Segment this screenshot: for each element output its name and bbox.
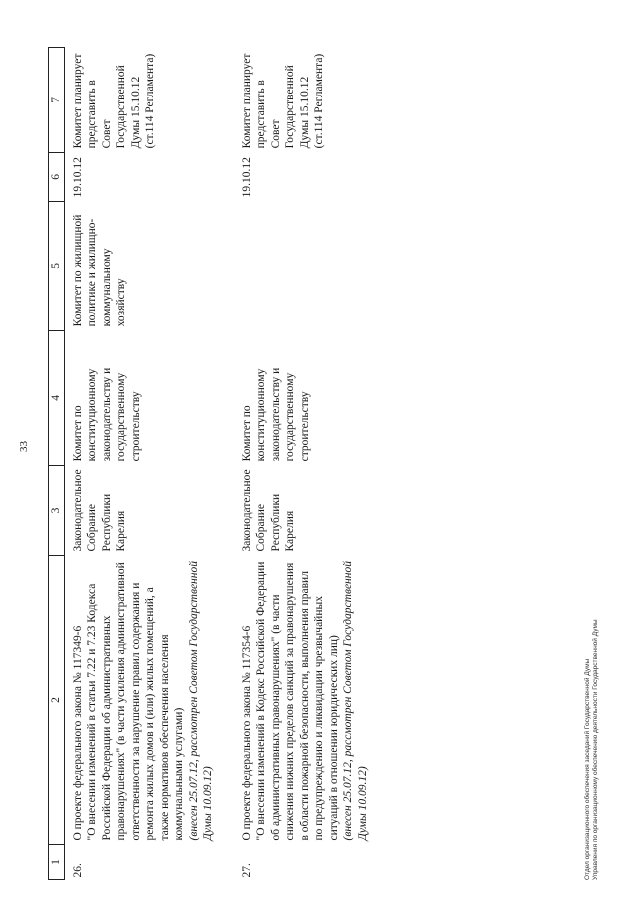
footer-line-1: Отдел организационного обеспечения заседаний Государственной Думы — [584, 658, 591, 880]
deadline-date: 19.10.12 — [240, 157, 253, 198]
row-number: 27. — [240, 863, 253, 878]
bill-title-body: "О внесении изменений в статьи 7.22 и 7.23 Кодекса Российской Федерации об административных правонарушениях" (в части усиления административной ответственности за нарушение правил содержания и ремонта жилых домов и (или) жилых помещений, а также нормативов обеспечения населения коммунальными услугами) — [86, 562, 185, 841]
bill-note: (внесен 25.07.12, рассмотрен Советом Государственной Думы 10.09.12) — [187, 561, 214, 841]
initiator: Законодательное Собрание Республики Карелия — [240, 469, 296, 552]
row-number: 26. — [71, 863, 84, 878]
bill-title-body: "О внесении изменений в Кодекс Российской Федерации об административных правонарушениях" (в части снижения нижних пределов санкций за правонарушения в области пожарной безопасности, выполнения правил по предупреждению и ликвидации чрезвычайных ситуаций в отношении юридических лиц) — [255, 561, 340, 841]
responsible-committee: Комитет по конституционному законодательству и государственному строительству — [71, 367, 142, 462]
bill-title-line: О проекте федерального закона № 117349-6 — [71, 625, 84, 841]
header-col-6: 6 — [49, 152, 65, 201]
bill-note: (внесен 25.07.12, рассмотрен Советом Государственной Думы 10.09.12) — [342, 561, 369, 841]
header-col-3: 3 — [49, 465, 65, 555]
header-col-4: 4 — [49, 330, 65, 465]
responsible-committee: Комитет по конституционному законодательству и государственному строительству — [240, 367, 311, 462]
plan-note: Комитет планирует представить в Совет Государственной Думы 15.10.12 (ст.114 Регламента) — [71, 53, 156, 149]
header-col-7: 7 — [49, 47, 65, 152]
co-committee: Комитет по жилищной политике и жилищно-коммунальному хозяйству — [71, 214, 127, 327]
table-row — [64, 47, 234, 879]
bill-title-line: О проекте федерального закона № 117354-6 — [240, 625, 253, 841]
deadline-date: 19.10.12 — [71, 157, 84, 198]
page-number: 33 — [18, 441, 30, 452]
header-col-1: 1 — [49, 845, 65, 880]
co-committee — [234, 201, 389, 330]
footer-line-2: Управления по организационному обеспечению деятельности Государственной Думы — [592, 619, 599, 880]
header-col-2: 2 — [49, 556, 65, 845]
bill-description — [64, 556, 234, 845]
bills-table — [48, 47, 388, 880]
initiator: Законодательное Собрание Республики Карелия — [71, 469, 127, 552]
table-header-row — [49, 47, 65, 879]
bill-description — [234, 556, 389, 845]
rotated-sheet — [12, 20, 627, 880]
footer — [584, 619, 600, 880]
plan-note: Комитет планирует представить в Совет Государственной Думы 15.10.12 (ст.114 Регламента) — [240, 53, 325, 149]
table-row — [234, 47, 389, 879]
header-col-5: 5 — [49, 201, 65, 330]
